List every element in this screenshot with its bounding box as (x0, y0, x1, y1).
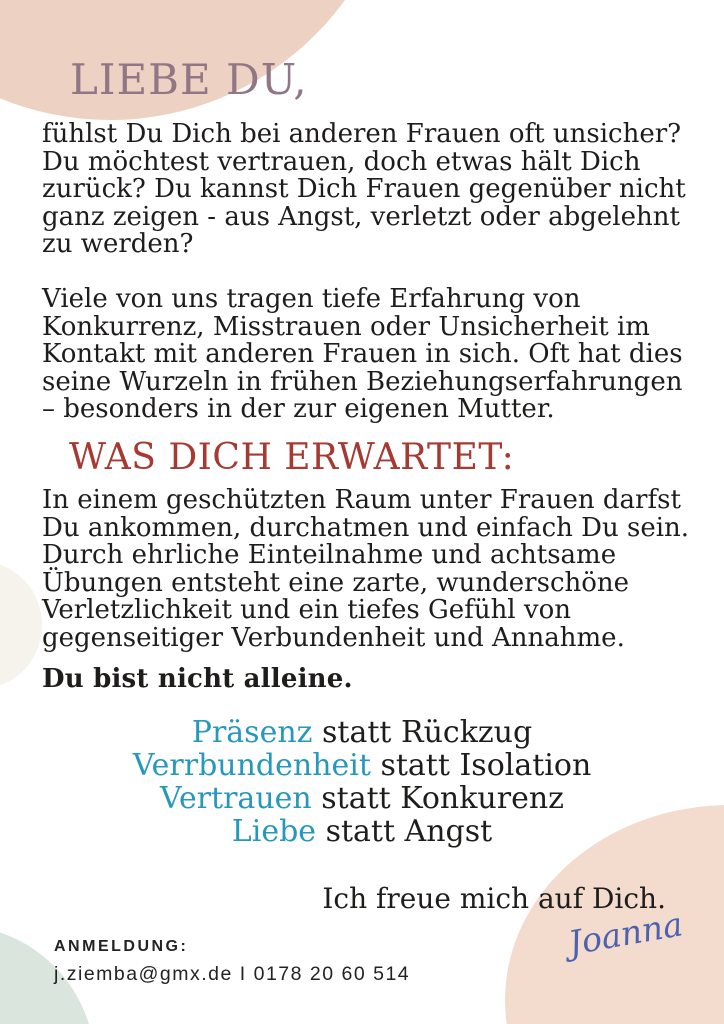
values-block (0, 716, 724, 848)
closing-line: Ich freue mich auf Dich. (322, 882, 666, 915)
paragraph-line: Viele von uns tragen tiefe Erfahrung von (42, 284, 581, 314)
value-rest: statt Konkurenz (311, 781, 564, 816)
value-rest: statt Rückzug (312, 715, 533, 750)
page-title: LIEBE DU, (70, 55, 308, 104)
paragraph-line: Du ankommen, durchatmen und einfach Du sein. (42, 512, 690, 543)
value-highlight: Verrbundenheit (132, 748, 371, 783)
value-rest: statt Isolation (370, 748, 592, 783)
paragraph-line: Verletzlichkeit und ein tiefes Gefühl von (42, 595, 571, 625)
signature: Joanna (565, 904, 686, 963)
value-line (0, 716, 724, 749)
paragraph-line: seine Wurzeln in frühen Beziehungserfahrungen (42, 366, 683, 397)
paragraph-line: Du möchtest vertrauen, doch etwas hält Dich (42, 146, 641, 177)
value-rest: statt Angst (316, 814, 493, 849)
paragraph-line: gegenseitiger Verbundenheit und Annahme. (42, 622, 625, 653)
paragraph-line: zu werden? (42, 229, 194, 259)
decor-blob-left-middle (0, 562, 42, 688)
paragraph-line: Durch ehrliche Einteilnahme und achtsame (42, 540, 617, 570)
value-line (0, 782, 724, 815)
paragraph-line: zurück? Du kannst Dich Frauen gegenüber nicht (42, 174, 686, 204)
value-highlight: Vertrauen (160, 781, 312, 816)
value-highlight: Präsenz (191, 715, 313, 750)
footer-label: ANMELDUNG: (54, 938, 189, 955)
emphasis-line: Du bist nicht alleine. (42, 664, 353, 694)
paragraph-line: In einem geschützten Raum unter Frauen darfst (42, 485, 681, 515)
section-heading: WAS DICH ERWARTET: (69, 437, 515, 478)
paragraph-line: Konkurrenz, Misstrauen oder Unsicherheit im (42, 311, 650, 342)
paragraph-line: Übungen entsteht eine zarte, wunderschöne (42, 567, 630, 598)
footer-contact: j.ziemba@gmx.de I 0178 20 60 514 (54, 963, 411, 985)
intro-paragraph-1 (42, 121, 686, 259)
section-paragraph (42, 487, 689, 652)
value-line (0, 815, 724, 848)
paragraph-line: – besonders in der zur eigenen Mutter. (42, 394, 555, 424)
intro-paragraph-2 (42, 286, 683, 424)
paragraph-line: fühlst Du Dich bei anderen Frauen oft unsicher? (42, 119, 682, 149)
value-line (0, 749, 724, 782)
paragraph-line: ganz zeigen - aus Angst, verletzt oder abgelehnt (42, 201, 680, 232)
value-highlight: Liebe (231, 814, 317, 849)
paragraph-line: Kontakt mit anderen Frauen in sich. Oft hat dies (42, 339, 683, 369)
